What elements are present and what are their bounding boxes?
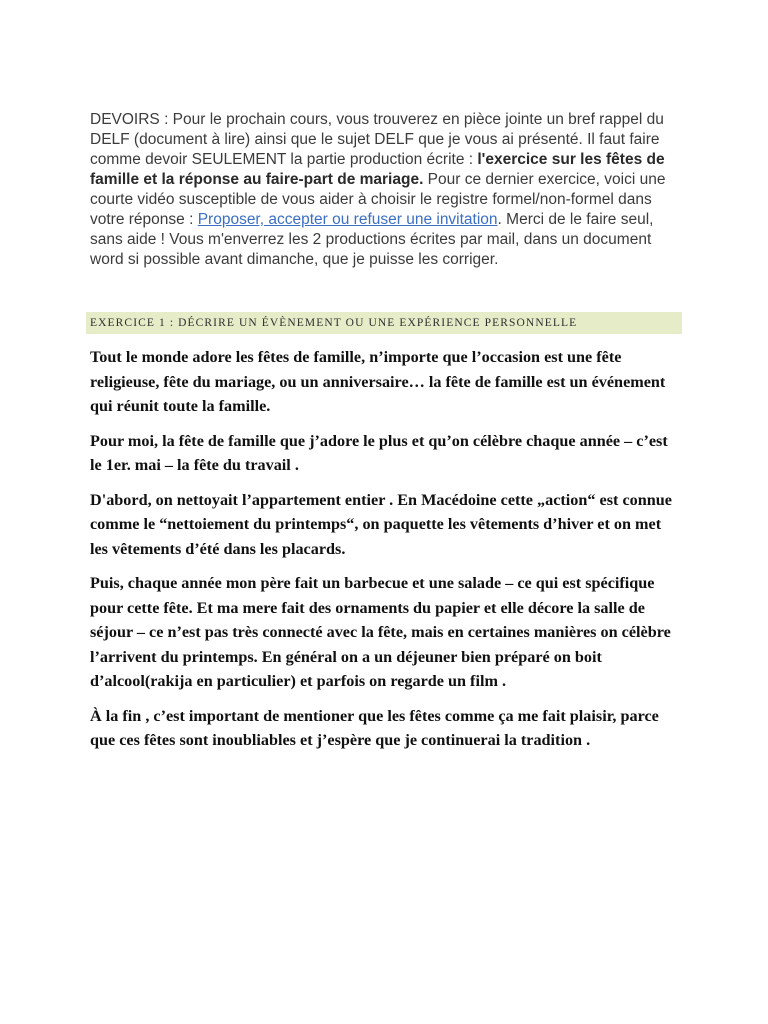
essay-paragraph-2: Pour moi, la fête de famille que j’adore le plus et qu’on célèbre chaque année – c’est le 1er. mai – la fête du travail . [90, 431, 668, 474]
invitation-video-link[interactable]: Proposer, accepter ou refuser une invitation [197, 211, 498, 228]
instructions-text-part-3: . Merci de le faire seul, sans aide ! Vous m'enverrez les 2 productions écrites par mail, dans un document word si possible avant dimanche, que je puisse les corriger. [90, 211, 654, 268]
instructions-text-part-2: Pour ce dernier exercice, voici une courte vidéo susceptible de vous aider à choisir le registre formel/non-formel dans votre réponse : [90, 171, 666, 228]
essay-paragraph-4: Puis, chaque année mon père fait un barbecue et une salade – ce qui est spécifique pour cette fête. Et ma mere fait des ornaments du papier et elle décore la salle de séjour – ce n’est pas très connecté avec la fête, mais en certaines manières on célèbre l’arrivent du printemps. En général on a un déjeuner bien préparé on boit d’alcool(rakija en particulier) et parfois on regarde un film . [90, 574, 671, 690]
essay-paragraph-1: Tout le monde adore les fêtes de famille, n’importe que l’occasion est une fête religieuse, fête du mariage, ou un anniversaire… la fête de famille est un événement qui réunit toute la famille. [90, 348, 666, 415]
essay-paragraph-5: À la fin , c’est important de mentioner que les fêtes comme ça me fait plaisir, parce que ces fêtes sont inoubliables et j’espère que je continuerai la tradition . [90, 706, 659, 749]
instructions-text-part-1: DEVOIRS : Pour le prochain cours, vous trouverez en pièce jointe un bref rappel du DELF (document à lire) ainsi que le sujet DELF que je vous ai présenté. Il faut faire comme devoir SEULEMENT la partie production écrite : [90, 111, 664, 168]
homework-instructions [90, 110, 680, 270]
instructions-bold-text: l'exercice sur les fêtes de famille et la réponse au faire-part de mariage. [90, 151, 665, 188]
exercise-heading: EXERCICE 1 : DÉCRIRE UN ÉVÈNEMENT OU UNE EXPÉRIENCE PERSONNELLE [86, 312, 682, 334]
essay-body [90, 345, 682, 763]
essay-paragraph-3: D'abord, on nettoyait l’appartement entier . En Macédoine cette „action“ est connue comme le “nettoiement du printemps“, on paquette les vêtements d’hiver et on met les vêtements d’été dans les placards. [90, 490, 672, 558]
